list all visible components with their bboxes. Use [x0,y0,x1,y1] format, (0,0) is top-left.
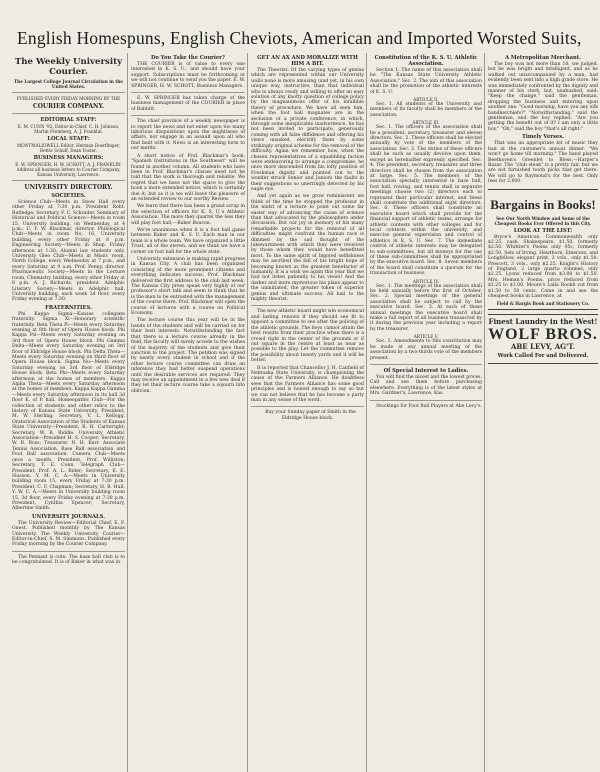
societies-heading: SOCIETIES. [51,193,86,199]
divider [251,305,364,306]
subscription-text: THE COURIER is of value to every one interested in K. S. U., and should have your support. Subscriptions must be forthcoming or we will not continue to send you the paper. E. W. SPRINGER, H. W. SCHOTT, Business Managers. [131,62,245,89]
fraternities-heading: FRATERNITIES. [45,304,92,311]
merchant-heading: A Metropolitan Merchant. [505,55,581,61]
constitution-article-2: Sec. 1. All students of the University and members of its faculty shall be members of the association. [370,102,482,118]
column-3 [249,53,366,772]
column-5 [486,53,600,772]
article-3-heading: ARTICLE III. [412,120,440,126]
laundry-title: Finest Laundry in the West! [488,317,598,327]
column-rule [247,53,248,772]
bargain-books-store: Field & Hargis Book and Stationery Co. [496,301,590,307]
sunday-paper-ad: Buy your Sunday paper of Smith in the Eldridge House block. [265,410,356,421]
bargain-books-subtitle: See Our North Window and Some of the Cheapest Books Ever Offered in this City. [494,215,592,226]
masthead-tagline: The Largest College Journal Circulation in the United States. [14,79,123,89]
fraternities-text: Phi Kappa Sigma—Kansas collegiate fraternity. Sigma Xi—Honorary scientific fraternity. Beta Theta Pi—Meets every Saturday evening at 8th floor of Opera House block. Phi Kappa Psi—Meets every Saturday evening on 3rd floor of Opera House block. Phi Gamma Delta—Meets every Saturday evening on 3rd floor of Eldridge House block. Phi Delta Theta—Meets every Saturday evening on third floor of Opera House block. Sigma Nu—Meets every Saturday evening on 3rd floor of Eldridge House block. Beta Phi—Meets every Saturday afternoon at the homes of members. Kappa Alpha Theta—Meets every Saturday afternoon at the homes of members. Kappa Kappa Gamma—Meets every Saturday afternoon in its hall 3d floor K. of P. hall. Homeopathic Club—For the collection of students and other relics to the history of Kansas State University. President, M. W. Sterling; Secretary, V. L. Kellogg. Oratorical Association of the Students of Kansas State University—President, R. H. Cartwright; Secretary, W. B. Biddle. University Athletic Association—President H. S. Cooper; Secretary, W. B. Ross; Treasurer, N. H. Kerr. Associate Tennis Association, Base Ball association and Foot Ball association. Camera Club—Meets once a month. President, Prof. Williston; Secretary, T. E. Conn. Telegraph Club—President, Prof. A. L. Rider; Secretary, E. E. Slosson. Y. M. C. A.—Meets in University building room 15, every Friday at 7:30 p.m. President, C. F. Chapman; Secretary, H. B. Hull. Y. W. C. A.—Meets in University building room 15, 3d floor, every Friday evening at 7:30 p.m. President, Cynthia Spencer; Secretary, Albertine Smith. [12,311,125,512]
bargain-books-look: LOOK AT THE LIST: [513,227,573,234]
divider [370,364,482,365]
divider [251,406,364,407]
local-staff-heading: LOCAL STAFF: [47,136,90,142]
article-5-heading: ARTICLE V. [413,334,439,340]
blackmar-book-notice: A short notice of Prof. Blackmar's book, "Spanish Institutions in the Southwest" will be found in another column. All students who have been in Prof. Blackmar's classes need not be told that the work is thorough and reliable. We regret that we have not the space to give the book a more extended notice, which is certainly due it; but as it is we will leave the pleasure of an extended review to our worthy Review. [131,153,245,202]
timely-verses-heading: Timely Verses. [522,134,564,141]
laundry-name: WOLF BROS. [488,326,598,344]
baker-beacon-quote: We learn that there has been a grand scrap in the selection of officers for K. S. U.'s Athletic Association. The more they quarrel the less they will play foot ball,—Baker Beacon. [131,204,245,226]
article-2-heading: ARTICLE II. [413,97,439,103]
theorist-heading: GET AN AX AND MORALIZE WITH HIM A BIT. [257,55,358,67]
bargain-books-list: Bryce's American Commonwealth only $2.25, cash. Shakespeare, $1.50, formerly $2.50. Whittier's Poems only 95c, formerly $2.50. Sets of Irving, Hawthorn, Emerson, and Longfellow, elegant print, 2 vols., only $1.50. Prescott, 3 vols., only $2.25. Knight's History of England, 2 large quarto volumes, only $2.25. Lyons reduced from $3.00 to $1.50. Mrs. Heman's Poems, price reduced from $2.25 to $1.00. Moore's Lalla Rookh cut from $1.50 to 50 cents. Come in and see the cheapest books in Lawrence, at [488,234,598,299]
closing-text: The Pennant is cute. The base ball club is to be congratulated. It is of Baker in what was in. [12,554,125,566]
timely-verses-text: That was an appropriate bit of music they had at the customer's annual dinner. "We won't go home till morning." The band played Beethoven's Greenlet to Bless.—Harper's Bazar. The "club steak" is a pretty fair, but we are not furnished tooth picks that get there. We will go to Raymond's for the best. Only fees for 2,600. [488,141,598,185]
bargain-books-title: Bargains in Books! [490,196,596,212]
foot-ball-reply: We're unanimous when it is a foot ball game between Baker and K. S. U. Each man in our team is a whole team. We have organized a little Trust, all of the eleven, and we think we have a corner on foot ball for the whole state. [131,227,245,255]
editorial-province: The chief province of a weekly newspaper is to report the news and not enter upon too many laborious disquisitions upon the mightiness of affairs, nor engage in an assault upon all who find fault with it. News is an interesting form to our merits. [131,119,245,152]
business-managers-text: E. W. SPRINGER, H. W. SCHOTT, A. J. FRANKLIN. [15,162,122,167]
business-managers-heading: BUSINESS MANAGERS: [33,155,104,161]
theorist-text-2: And yet again as we grow reminiscent we think of the time he stopped the professor in the midst of a lecture to point out some far easier way of advancing the cause of science than that advocated by the philosophers under discussion. But our joy in memory of his many remarkable projects for the removal of all difficulties might confront the human race is dimmed by the sad thought of the lukewarmness with which they were received by those whom they would have benefitted most. To the same spirit of bigoted selfishness may be ascribed the fall of his bright hope of becoming known as the greatest benefactor of humanity. It is a wish we again this year that we had not listen patiently to his views! And the darker and more mysterious his plans appear to the uninitiated, the greater token of superior genius and ultimate success. All hail to the mighty theorist. [251,194,364,303]
directory-text: Science Club—Meets in Snow Hall every other Friday at 7:30 p.m. President Robt. Rutledge; Secretary, F. C. Schrader. Seminary of Historical and Political Science—Meets in room 15, University building, on Wednesday, at 4 p.m.; C. F. W. Blackmar, director. Philological Club—Meets in room No. 16, University building, every other Friday at 8 p.m. Engineering Society—Meets in Shop. Friday afternoon at 1:30, Alumni law students only. University Glee Club—Meets in Music room, North College, every Wednesday at 7 p.m., and every Saturday at 9 a.m. Prof. Penny, director. Pharmaceutic Society—Meets in the Lecture room, Chemistry building, every other Friday at 8 p.m. A. J. Richards, president. Adelphic Literary Society—Meets in Adelphic hall, University building, each week 3d floor, every Friday evening at 7:30. [12,200,125,303]
laundry-tagline: Work Called For and Delivered. [497,353,589,360]
directory-heading: UNIVERSITY DIRECTORY. [24,184,113,191]
merchant-text: The boy was not more than 10, we judged, but he was bright and intelligent, and as he walked out unaccompanied by a man, had evidently been sent into a high grade store. He was immediately confronted by the dignity and manner of his clerk, but, unabashed, said: "Keep the change," said the gentleman, dropping the business and entering upon another one. "Good morning, have you any silk handkerchiefs?" "Notwithstanding," said the gentleman, and the boy replied: "Are you getting the benefit out of it? I am only a little boy." "Oh," said the boy "that's all right." [488,62,598,132]
business-address: Address all business letters to Courier Company, Kansas University, Lawrence. [16,167,121,177]
divider [12,92,125,93]
divider [131,92,245,93]
masthead-title: The Weekly University Courier. [14,57,123,77]
company-name: COURIER COMPANY. [32,103,105,110]
constitution-article-4: Sec. 1. The meetings of the association shall be held annually before the first of October. Sec. 2. Special meetings of the general association shall be subject to call by the executive board. Sec. 3. At each of these annual meetings the executive board shall make a full report of all business transacted by it during the previous year including a report by the treasurer. [370,283,482,332]
canfield-text: It is reported that Chancellor J. H. Canfield of Nebraska State University, is championing the cause of the Farmers Alliance. He doubtless sees that the Farmers Alliance has some good principles and is honest enough to say so but we can not believe that he has become a party man in any sense of the word. [251,365,364,403]
published-line: PUBLISHED EVERY FRIDAY MORNING BY THE [16,96,121,101]
lecture-course: The lecture course this year will be in the hands of the students and will be carried on for their best interests. Notwithstanding the fact that there is a lecture course already in the field, the faculty will surely accede to the wishes of the majority of the students and give their sanction to the project. The petition was signed by nearly every student in school and if the other lecture course committee can draw an inference they had better suspend operations until the desirable services are required. They may receive an appointment in a few new deal if they let their lecture course take a sojourn into oblivion. [131,318,245,394]
column-rule [484,53,485,772]
column-rule [127,53,128,772]
ladies-text: You will find the nicest and the lowest prices. Call and see them before purchasing elsewhere. Everything is of the latest styles at Mrs. Gardner's, Lawrence, Kas. [370,374,482,397]
university-extension: University extension is making rapid progress in Kansas City. A club has been organized consisting of the more prominent citizens and everything indicates success. Prof. Blackmar delivered the first address to the club last week. The Kansas City press speak very highly of our professor's short talk and seem to think that he is the man to be entrusted with the management of the course there. Prof. Blackmar will open the course of lectures with a course on Political Economy. [131,257,245,317]
divider [12,180,125,181]
constitution-article-3: Sec. 1. The officers of the association shall be a president, secretary, treasurer and eleven directors. Sec. 2. These officers shall be elected annually by vote of the members of the association. Sec. 3. The duties of these officers shall be such as usually devolve upon them, except as hereinafter expressly specified. Sec. 4. The president, secretary, treasurer and three directors shall be chosen from the association at large. Sec. 5. The members of the association specially interested in base ball, foot ball, rowing, and tennis shall in separate meetings choose two (2) directors each to represent their particular interest, and these shall constitute the additional eight directors. Sec. 6. These officers shall constitute an executive board which shall provide for the financial support of athletic teams, arrange for athletic contests with other colleges and for local contests within the university, and exercise general supervision and control of athletics in K. S. U. Sec. 7. The immediate control of athletic interests may be delegated to sub-committees, but all moneys for the use of these sub-committees shall be appropriated by the executive board. Sec. 8. Seven members of the board shall constitute a quorum for the transaction of business. [370,125,482,277]
constitution-article-1: Section 1. The name of this association shall be "The Kansas State University Athletic Association." Sec. 2. The aim of this association shall be the promotion of the athletic interests of K. S. U. [370,68,482,95]
springer-note: E. W. SPRINGER has taken charge of the business management of the COURIER in place of Babbitt. [131,96,245,112]
local-staff-text: MONTMALIOWELL Editor. Herman Doerflinger, Bettie Schuff, Dean Foster. [17,143,120,153]
laundry-ad [488,314,598,364]
column-2 [129,53,247,772]
ladies-heading: Of Special Interest to Ladies. [383,367,469,374]
theorist-text-1: The Theorist: Of the varying types of genius which are represented within our University walls none is more amusing (and yet, in his own unique way, instructive, than that individual who is always ready and willing to offer an easy solution of any knotty question of college policy by the magnanimous offer of his infallible theory of procedure. We have all seen him, when the foot ball magnates are in the seclusion of a private conference, in which, through some inexplicable inadvertence, he has not been invited to participate, generously coming with all false diffidence and offering his views unasked, electrify them by some strikingly original scheme for the removal of the difficulty. Again we remember how, when the chosen representatives of a squabbling faction were endeavoring to arrange a compromise, he once more descended from his lofty position of Freshman dignity and pointed out to the wonder struck Senior and Juniors the faults in their suggestions so unerringly detected by his eagle eye. [251,68,365,192]
stockings-ad: Stockings for Foot Ball Players at Abe Levy's. [376,403,482,409]
divider [370,400,482,401]
column-4 [368,53,484,772]
columns-container [10,53,600,772]
editorial-staff-text: E. M. CUNN '92, Editor-in-Chief. C. H. Johnson, Martin Fremberg, A. J. Franklin. [17,124,120,134]
constitution-heading: Constitution of the K. S. U. Athletic Association. [374,55,478,67]
column-rule [366,53,367,772]
subscription-heading: Do You Take the Courier? [151,55,225,61]
bargain-books-ad [488,189,598,311]
constitution-article-5: Sec. 1. Amendments to this constitution may be made at any annual meeting of the association by a two-thirds vote of the members present. [370,339,482,361]
laundry-agent: ABE LEVY, AG'T. [510,342,576,352]
journals-heading: UNIVERSITY JOURNALS. [31,513,106,520]
column-1 [10,53,127,772]
editorial-staff-heading: EDITORIAL STAFF: [40,117,97,123]
athletic-board-text: The new athletic board might win economical and lasting renown if they should see fit to appoint a committee to see after the policing of the athletic grounds. The boys cannot attain the best results from their practice when there is a crowd right in the center of the grounds or if out square in the centre at least as near as possible to the play. Let the committee remove the possibility about twenty yards and it will be better. [251,309,364,364]
journals-text: The University Review—Editorial Chief, E. F. Guest. Published monthly by The Kansas University. The Weekly University Courier—Editor-in-Chief, S. M. Simmons. Published every Friday morning by the Courier Company. [12,520,125,548]
divider [131,115,245,116]
divider [12,551,125,552]
top-banner-ad: English Homespuns, English Cheviots, American and Imported Worsted Suits, [17,28,582,48]
article-4-heading: ARTICLE IV. [412,278,440,284]
divider [12,113,125,114]
